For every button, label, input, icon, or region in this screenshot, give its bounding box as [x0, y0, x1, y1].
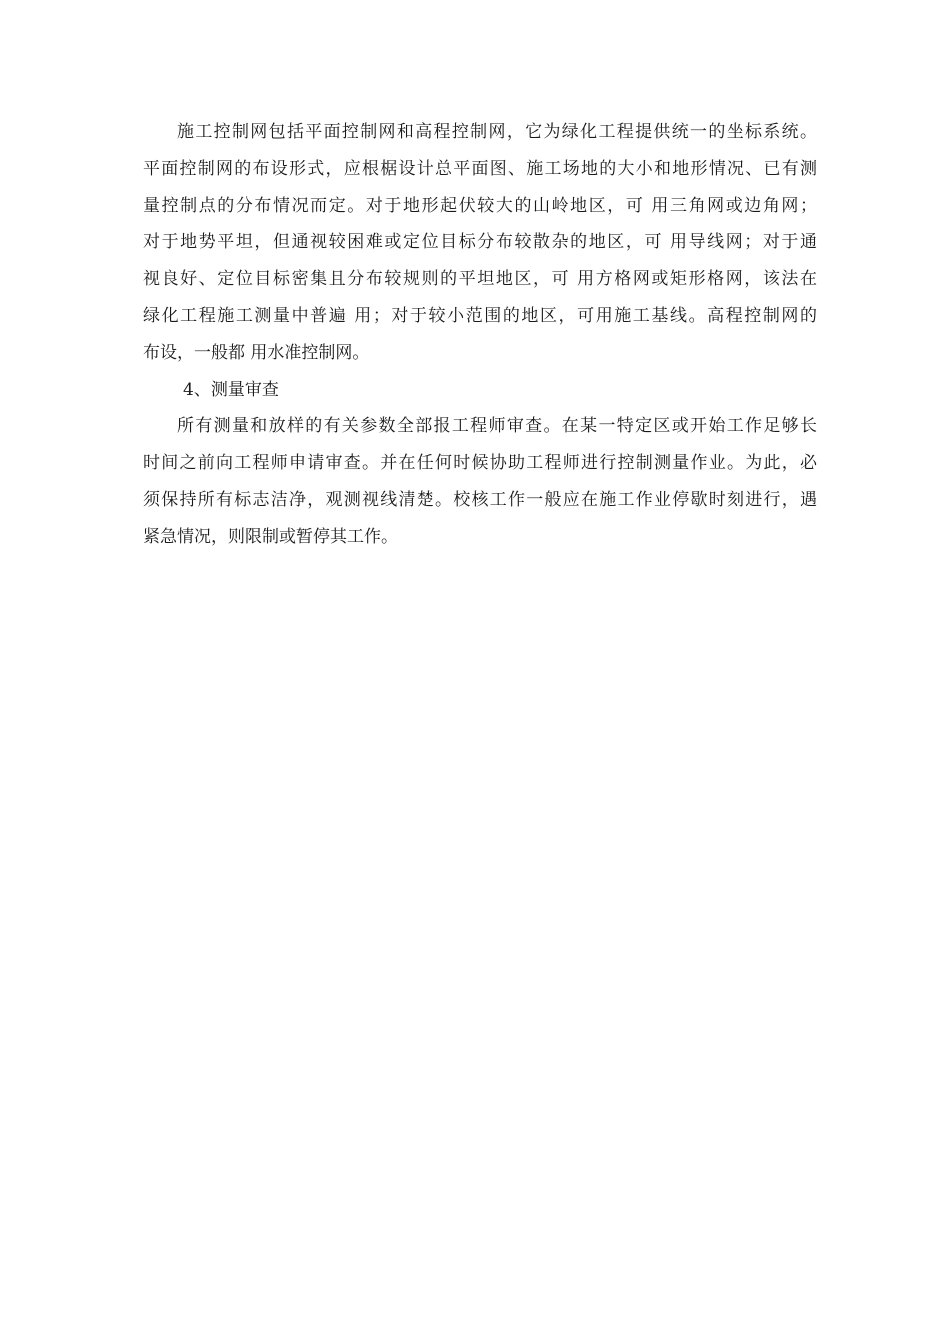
paragraph-control-network — [143, 114, 817, 372]
text-line: 布设，一般都 用水准控制网。 — [143, 342, 370, 363]
text-line: 时间之前向工程师申请审查。并在任何时候协助工程师进行控制测量作业。为此，必 — [143, 453, 817, 474]
paragraph-survey-review — [143, 408, 817, 555]
text-line: 施工控制网包括平面控制网和高程控制网，它为绿化工程提供统一的坐标系统。 — [177, 122, 817, 142]
text-line: 对于地势平坦，但通视较困难或定位目标分布较散杂的地区，可 用导线网；对于通 — [143, 232, 817, 253]
text-line: 紧急情况，则限制或暂停其工作。 — [143, 526, 398, 547]
section-heading: 4、测量审查 — [183, 379, 279, 400]
text-line: 视良好、定位目标密集且分布较规则的平坦地区，可 用方格网或矩形格网，该法在 — [143, 269, 817, 290]
document-body — [143, 114, 817, 556]
text-line: 绿化工程施工测量中普遍 用；对于较小范围的地区，可用施工基线。高程控制网的 — [143, 305, 817, 326]
text-line: 须保持所有标志洁净，观测视线清楚。校核工作一般应在施工作业停歇时刻进行，遇 — [143, 489, 817, 510]
text-line: 量控制点的分布情况而定。对于地形起伏较大的山岭地区，可 用三角网或边角网； — [143, 195, 817, 216]
text-line: 所有测量和放样的有关参数全部报工程师审查。在某一特定区或开始工作足够长 — [177, 416, 817, 437]
text-line: 平面控制网的布设形式，应根椐设计总平面图、施工场地的大小和地形情况、已有测 — [143, 158, 817, 179]
